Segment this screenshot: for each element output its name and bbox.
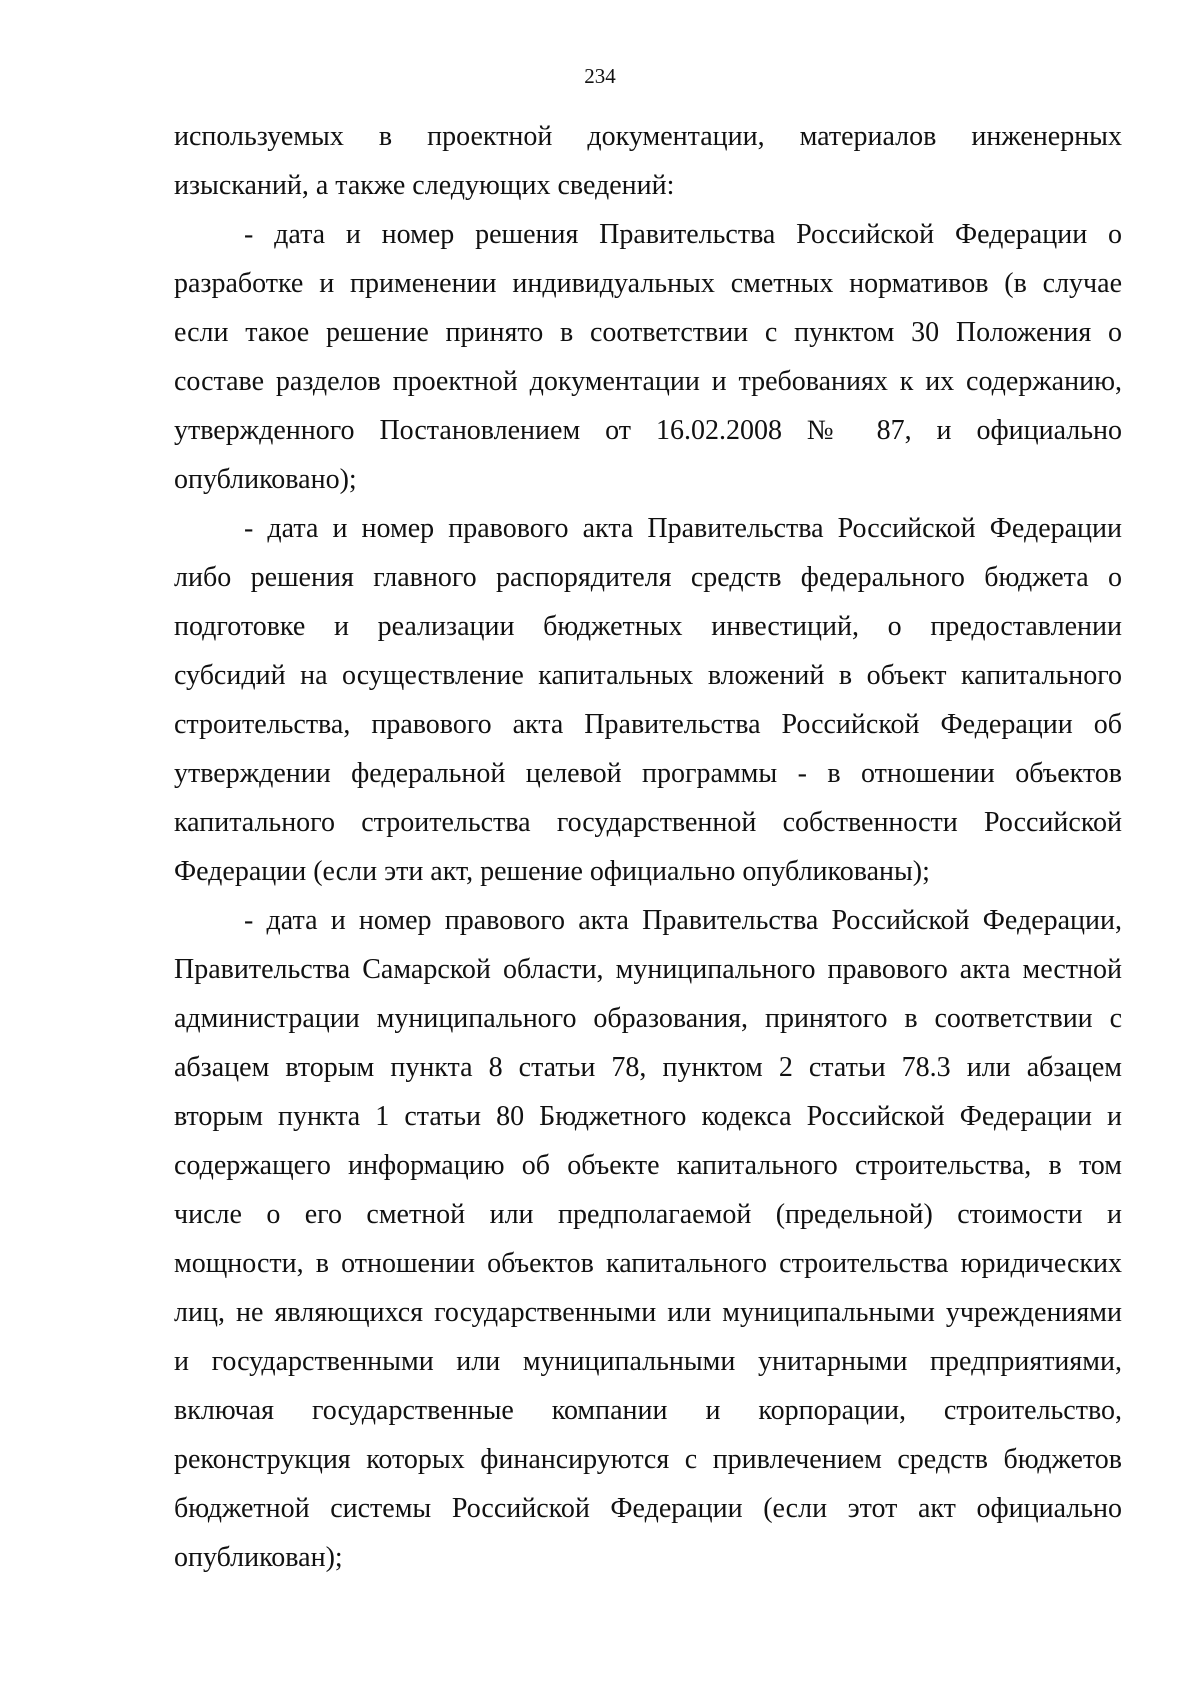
text-line: мощности, в отношении объектов капитального строительства юридических: [174, 1248, 1122, 1279]
text-line: абзацем вторым пункта 8 статьи 78, пунктом 2 статьи 78.3 или абзацем: [174, 1052, 1122, 1083]
text-line: администрации муниципального образования, принятого в соответствии с: [174, 1003, 1122, 1034]
text-line: Федерации (если эти акт, решение официально опубликованы);: [174, 856, 930, 887]
text-line: изысканий, а также следующих сведений:: [174, 170, 675, 201]
text-line: капитального строительства государственной собственности Российской: [174, 807, 1122, 838]
text-line: - дата и номер правового акта Правительства Российской Федерации: [244, 513, 1122, 544]
text-line: реконструкция которых финансируются с привлечением средств бюджетов: [174, 1444, 1122, 1475]
paragraph-regional-municipal-act: [174, 896, 1122, 1582]
text-line: - дата и номер решения Правительства Российской Федерации о: [244, 219, 1122, 250]
paragraph-federal-legal-act: [174, 504, 1122, 896]
document-body: [174, 112, 1122, 1582]
text-line: субсидий на осуществление капитальных вложений в объект капитального: [174, 660, 1122, 691]
paragraph-government-decision: [174, 210, 1122, 504]
text-line: строительства, правового акта Правительства Российской Федерации об: [174, 709, 1122, 740]
text-line: лиц, не являющихся государственными или муниципальными учреждениями: [174, 1297, 1122, 1328]
paragraph-intro-continuation: [174, 112, 1122, 210]
text-line: - дата и номер правового акта Правительства Российской Федерации,: [244, 905, 1122, 936]
text-line: если такое решение принято в соответствии с пунктом 30 Положения о: [174, 317, 1122, 348]
text-line: утвержденного Постановлением от 16.02.2008 № 87, и официально: [174, 415, 1122, 446]
text-line: подготовке и реализации бюджетных инвестиций, о предоставлении: [174, 611, 1122, 642]
text-line: разработке и применении индивидуальных сметных нормативов (в случае: [174, 268, 1122, 299]
text-line: Правительства Самарской области, муниципального правового акта местной: [174, 954, 1122, 985]
text-line: бюджетной системы Российской Федерации (если этот акт официально: [174, 1493, 1122, 1524]
text-line: составе разделов проектной документации и требованиях к их содержанию,: [174, 366, 1122, 397]
text-line: числе о его сметной или предполагаемой (предельной) стоимости и: [174, 1199, 1122, 1230]
text-line: вторым пункта 1 статьи 80 Бюджетного кодекса Российской Федерации и: [174, 1101, 1122, 1132]
page-number: 234: [584, 64, 616, 88]
text-line: опубликован);: [174, 1542, 343, 1573]
text-line: опубликовано);: [174, 464, 357, 495]
text-line: содержащего информацию об объекте капитального строительства, в том: [174, 1150, 1122, 1181]
text-line: и государственными или муниципальными унитарными предприятиями,: [174, 1346, 1122, 1377]
text-line: либо решения главного распорядителя средств федерального бюджета о: [174, 562, 1122, 593]
text-line: включая государственные компании и корпорации, строительство,: [174, 1395, 1122, 1426]
text-line: используемых в проектной документации, материалов инженерных: [174, 121, 1122, 152]
text-line: утверждении федеральной целевой программы - в отношении объектов: [174, 758, 1122, 789]
